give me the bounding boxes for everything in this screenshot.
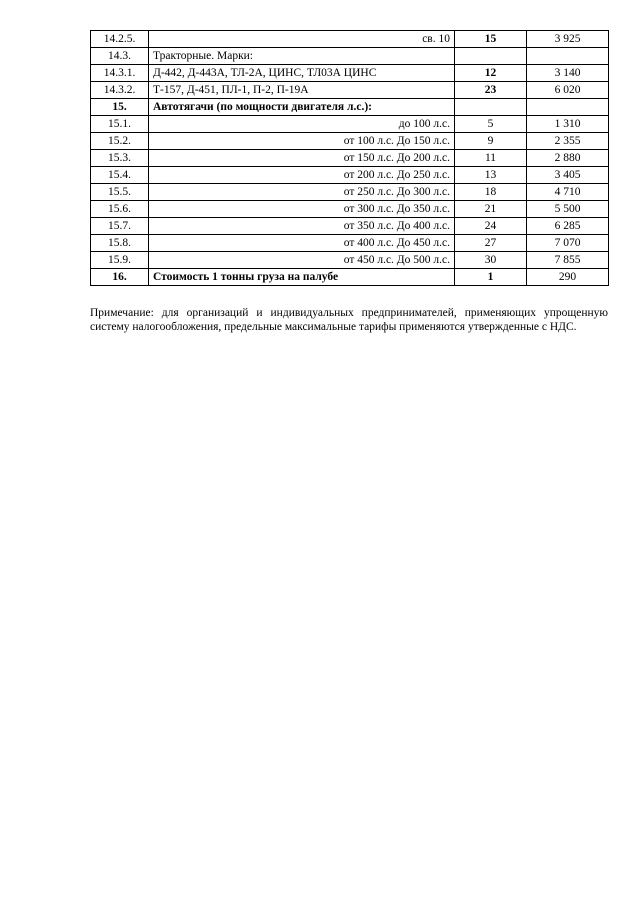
row-price: 2 880 [527, 150, 609, 167]
row-price [527, 48, 609, 65]
table-row [91, 133, 609, 150]
table-row [91, 65, 609, 82]
row-price: 3 405 [527, 167, 609, 184]
row-price: 6 020 [527, 82, 609, 99]
row-price: 7 855 [527, 252, 609, 269]
row-price: 3 140 [527, 65, 609, 82]
row-description: от 150 л.с. До 200 л.с. [149, 150, 455, 167]
row-description: Стоимость 1 тонны груза на палубе [149, 269, 455, 286]
table-row [91, 116, 609, 133]
table-row [91, 48, 609, 65]
row-number: 14.3. [91, 48, 149, 65]
row-price: 5 500 [527, 201, 609, 218]
row-quantity: 21 [455, 201, 527, 218]
row-number: 15.6. [91, 201, 149, 218]
row-number: 15.3. [91, 150, 149, 167]
table-row [91, 99, 609, 116]
table-row [91, 150, 609, 167]
table-row [91, 82, 609, 99]
table-row [91, 252, 609, 269]
row-description: св. 10 [149, 31, 455, 48]
row-number: 15.2. [91, 133, 149, 150]
row-quantity: 5 [455, 116, 527, 133]
row-quantity: 1 [455, 269, 527, 286]
row-number: 15.1. [91, 116, 149, 133]
row-quantity [455, 48, 527, 65]
row-number: 14.2.5. [91, 31, 149, 48]
row-quantity: 12 [455, 65, 527, 82]
row-price: 3 925 [527, 31, 609, 48]
row-quantity: 27 [455, 235, 527, 252]
table-row [91, 184, 609, 201]
row-quantity: 24 [455, 218, 527, 235]
row-quantity: 18 [455, 184, 527, 201]
table-row [91, 167, 609, 184]
row-number: 15.7. [91, 218, 149, 235]
row-price: 7 070 [527, 235, 609, 252]
tariff-table [90, 30, 609, 286]
row-price: 2 355 [527, 133, 609, 150]
row-number: 14.3.1. [91, 65, 149, 82]
row-number: 15.9. [91, 252, 149, 269]
row-price: 1 310 [527, 116, 609, 133]
table-row [91, 218, 609, 235]
row-description: Тракторные. Марки: [149, 48, 455, 65]
row-price: 290 [527, 269, 609, 286]
row-quantity: 11 [455, 150, 527, 167]
row-quantity: 9 [455, 133, 527, 150]
row-number: 15. [91, 99, 149, 116]
row-number: 15.8. [91, 235, 149, 252]
row-description: Т-157, Д-451, ПЛ-1, П-2, П-19А [149, 82, 455, 99]
row-quantity: 15 [455, 31, 527, 48]
table-row [91, 31, 609, 48]
row-price: 6 285 [527, 218, 609, 235]
row-number: 16. [91, 269, 149, 286]
row-description: от 250 л.с. До 300 л.с. [149, 184, 455, 201]
row-description: Д-442, Д-443А, ТЛ-2А, ЦИНС, ТЛ03А ЦИНС [149, 65, 455, 82]
row-quantity: 30 [455, 252, 527, 269]
row-description: Автотягачи (по мощности двигателя л.с.): [149, 99, 455, 116]
row-description: от 350 л.с. До 400 л.с. [149, 218, 455, 235]
table-row [91, 201, 609, 218]
row-description: от 300 л.с. До 350 л.с. [149, 201, 455, 218]
row-number: 15.4. [91, 167, 149, 184]
row-price: 4 710 [527, 184, 609, 201]
row-description: от 450 л.с. До 500 л.с. [149, 252, 455, 269]
table-row [91, 269, 609, 286]
row-quantity [455, 99, 527, 116]
row-price [527, 99, 609, 116]
footnote: Примечание: для организаций и индивидуальных предпринимателей, применяющих упрощенную систему налогообложения, предельные максимальные тарифы применяются утвержденные с НДС. [90, 306, 608, 333]
row-description: от 100 л.с. До 150 л.с. [149, 133, 455, 150]
row-quantity: 23 [455, 82, 527, 99]
row-description: от 400 л.с. До 450 л.с. [149, 235, 455, 252]
row-quantity: 13 [455, 167, 527, 184]
row-description: до 100 л.с. [149, 116, 455, 133]
row-number: 14.3.2. [91, 82, 149, 99]
row-description: от 200 л.с. До 250 л.с. [149, 167, 455, 184]
row-number: 15.5. [91, 184, 149, 201]
table-row [91, 235, 609, 252]
